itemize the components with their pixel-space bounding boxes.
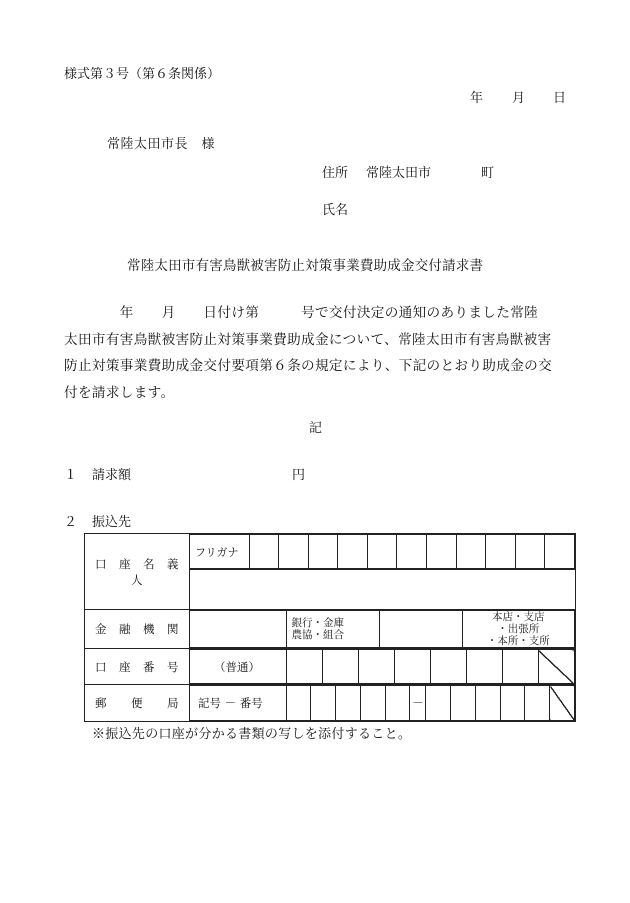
account-digit-cell[interactable] bbox=[466, 650, 502, 684]
bank-type-line2: 農協・組合 bbox=[291, 629, 344, 641]
attachment-note: ※振込先の口座が分かる書類の写しを添付すること。 bbox=[92, 727, 412, 742]
post-office-row bbox=[85, 685, 576, 722]
body-line-1: 年 月 日付け第 号で交付決定の通知のありました常陸 bbox=[64, 305, 539, 321]
account-name-label: 口 座 名 義 人 bbox=[85, 534, 190, 610]
item2-number: ２ bbox=[64, 515, 78, 530]
account-digit-cell[interactable] bbox=[430, 650, 466, 684]
account-digit-cell[interactable] bbox=[322, 650, 358, 684]
post-office-label: 郵 便 局 bbox=[85, 685, 190, 722]
bank-row bbox=[85, 610, 576, 649]
symbol-digit-cell[interactable] bbox=[286, 686, 311, 721]
form-number: 様式第３号（第６条関係） bbox=[64, 67, 221, 82]
furigana-cells bbox=[190, 534, 575, 569]
body-line-3: 防止対策事業費助成金交付要項第６条の規定により、下記のとおり助成金の交 bbox=[64, 358, 553, 375]
name-label: 氏名 bbox=[322, 203, 349, 218]
furigana-cell[interactable] bbox=[456, 535, 486, 569]
number-digit-cell[interactable] bbox=[500, 686, 525, 721]
account-type: （普通） bbox=[190, 650, 286, 684]
body-line-4: 付を請求します。 bbox=[64, 385, 175, 402]
furigana-cell[interactable] bbox=[426, 535, 456, 569]
symbol-separator: － bbox=[410, 686, 426, 721]
date-day: 日 bbox=[553, 91, 567, 106]
date-month: 月 bbox=[512, 91, 526, 106]
symbol-digit-cell[interactable] bbox=[360, 686, 385, 721]
address-town: 町 bbox=[481, 166, 495, 181]
number-unused-cell bbox=[550, 686, 575, 721]
furigana-cell[interactable] bbox=[486, 535, 516, 569]
furigana-cell[interactable] bbox=[397, 535, 427, 569]
body-paragraph bbox=[64, 300, 584, 407]
furigana-cell[interactable] bbox=[338, 535, 368, 569]
bank-name-field[interactable] bbox=[190, 611, 286, 648]
furigana-cell[interactable] bbox=[308, 535, 338, 569]
furigana-cell[interactable] bbox=[545, 535, 575, 569]
item1-unit: 円 bbox=[292, 468, 306, 483]
address-label: 住所 bbox=[322, 166, 349, 181]
account-digit-cell[interactable] bbox=[394, 650, 430, 684]
item1-number: １ bbox=[64, 468, 78, 483]
furigana-cell[interactable] bbox=[249, 535, 279, 569]
symbol-digit-cell[interactable] bbox=[385, 686, 410, 721]
symbol-number-label: 記号 － 番号 bbox=[190, 686, 286, 721]
symbol-digit-cell[interactable] bbox=[336, 686, 361, 721]
account-digit-cell[interactable] bbox=[502, 650, 538, 684]
symbol-digit-cell[interactable] bbox=[311, 686, 336, 721]
ki-heading: 記 bbox=[309, 421, 323, 436]
account-digit-cell[interactable] bbox=[358, 650, 394, 684]
item1-label: 請求額 bbox=[92, 468, 132, 483]
account-number-label: 口 座 番 号 bbox=[85, 649, 190, 685]
document-title: 常陸太田市有害鳥獣被害防止対策事業費助成金交付請求書 bbox=[127, 258, 484, 274]
account-name-field[interactable] bbox=[190, 570, 576, 610]
addressee: 常陸太田市長 様 bbox=[107, 137, 216, 152]
furigana-cell[interactable] bbox=[279, 535, 309, 569]
bank-type-line1: 銀行・金庫 bbox=[291, 617, 344, 629]
body-line-2: 太田市有害鳥獣被害防止対策事業費助成金について、常陸太田市有害鳥獣被害 bbox=[64, 331, 552, 348]
branch-name-field[interactable] bbox=[379, 611, 462, 648]
furigana-cell[interactable] bbox=[515, 535, 545, 569]
transfer-table bbox=[84, 533, 576, 722]
date-year: 年 bbox=[470, 91, 484, 106]
account-name-row bbox=[85, 534, 576, 570]
bank-label: 金 融 機 関 bbox=[85, 610, 190, 649]
branch-type-line2: ・出張所 bbox=[497, 623, 540, 635]
furigana-cell[interactable] bbox=[367, 535, 397, 569]
number-digit-cell[interactable] bbox=[426, 686, 451, 721]
item2-label: 振込先 bbox=[92, 515, 132, 530]
account-number-row bbox=[85, 649, 576, 685]
account-unused-cell bbox=[538, 650, 574, 684]
account-digit-cell[interactable] bbox=[286, 650, 322, 684]
branch-type-line3: ・本所・支所 bbox=[486, 635, 550, 647]
number-digit-cell[interactable] bbox=[475, 686, 500, 721]
address-city: 常陸太田市 bbox=[366, 166, 432, 181]
branch-type-line1: 本店・支店 bbox=[492, 611, 545, 623]
furigana-label: フリガナ bbox=[190, 535, 249, 569]
number-digit-cell[interactable] bbox=[525, 686, 550, 721]
number-digit-cell[interactable] bbox=[451, 686, 476, 721]
